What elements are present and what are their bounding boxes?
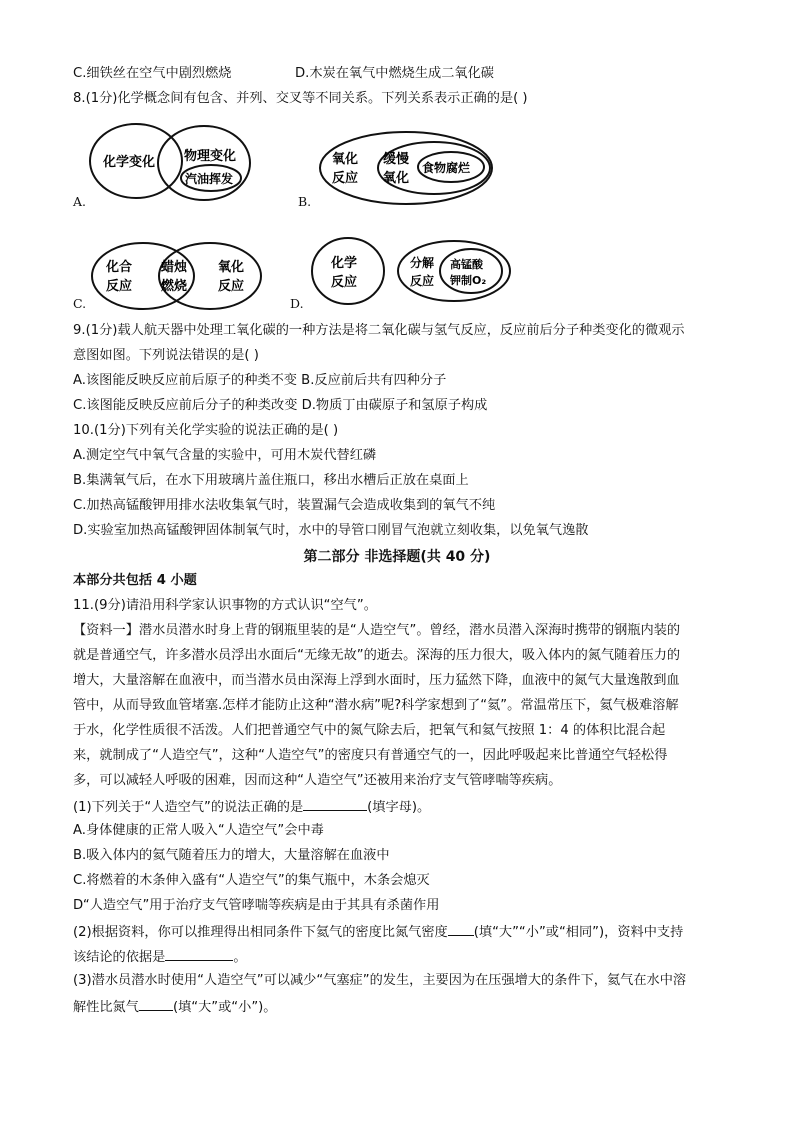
q11-sub2-line1 xyxy=(73,921,683,943)
q11-para-line-3: 增大，大量溶解在血液中，而当潜水员由深海上浮到水面时，压力猛然下降，血液中的氮气大量逸散到血 xyxy=(73,673,680,688)
q11-sub3-line1: (3)潜水员潜水时使用“人造空气”可以减少“气塞症”的发生，主要因为在压强增大的条件下，氦气在水中溶 xyxy=(73,973,687,988)
q8-option-c-label: C. xyxy=(73,296,87,311)
q11-stem: 11.(9分)请沿用科学家认识事物的方式认识“空气”。 xyxy=(73,598,377,613)
b-inner-text: 食物腐烂 xyxy=(422,161,471,175)
c-left-text-2: 反应 xyxy=(106,279,133,294)
q11-sub2-line2-post: 。 xyxy=(233,950,247,965)
q11-sub3-line2-post: (填“大”或“小”)。 xyxy=(172,1000,277,1015)
q11-para-line-7: 多，可以减轻人呼吸的困难，因而这种“人造空气”还被用来治疗支气管哮喘等疾病。 xyxy=(73,773,562,788)
q11-sub1-option-d: D“人造空气”用于治疗支气管哮喘等疾病是由于其具有杀菌作用 xyxy=(73,898,440,913)
q10-option-b: B.集满氧气后，在水下用玻璃片盖住瓶口，移出水槽后正放在桌面上 xyxy=(73,473,469,488)
c-center-text-2: 燃烧 xyxy=(161,279,188,294)
venn-diagram-d xyxy=(306,233,516,315)
d-mid-text-2: 反应 xyxy=(410,274,435,288)
q11-para-line-1: 【资料一】潜水员潜水时身上背的钢瓶里装的是“人造空气”。曾经，潜水员潜入深海时携带的钢瓶内装的 xyxy=(73,623,681,638)
d-left-text-1: 化学 xyxy=(331,256,358,271)
q8-option-d-diagram xyxy=(306,233,516,319)
q11-sub1-stem-post: (填字母)。 xyxy=(367,800,431,815)
q8-option-c-diagram xyxy=(88,238,266,318)
q11-sub3-line2 xyxy=(73,996,277,1018)
q10-option-c: C.加热高锰酸钾用排水法收集氧气时，装置漏气会造成收集到的氧气不纯 xyxy=(73,498,496,513)
d-inner-text-2: 钾制O₂ xyxy=(450,274,487,287)
d-mid-text-1: 分解 xyxy=(410,256,435,270)
q11-sub3-answer-blank[interactable] xyxy=(139,996,173,1011)
q11-sub1-stem xyxy=(73,796,430,818)
q11-sub3-line2-pre: 解性比氮气 xyxy=(73,1000,139,1015)
q11-para-line-2: 就是普通空气，许多潜水员浮出水面后“无缘无故”的逝去。深海的压力很大，吸入体内的氮气随着压力的 xyxy=(73,648,681,663)
q11-para-line-6: 来，就制成了“人造空气”，这种“人造空气”的密度只有普通空气的一，因此呼吸起来比普通空气轻松得 xyxy=(73,748,668,763)
q8-option-a-label: A. xyxy=(73,194,87,209)
q11-sub1-option-a: A.身体健康的正常人吸入“人造空气”会中毒 xyxy=(73,823,324,838)
q8-option-b-label: B. xyxy=(298,194,312,209)
q7-option-d: D.木炭在氧气中燃烧生成二氧化碳 xyxy=(295,66,494,81)
c-left-text-1: 化合 xyxy=(106,260,133,275)
b-mid-text-1: 缓慢 xyxy=(383,152,410,167)
q8-option-a-diagram xyxy=(86,118,256,212)
q11-sub1-stem-pre: (1)下列关于“人造空气”的说法正确的是 xyxy=(73,800,304,815)
q11-sub2-line1-pre: (2)根据资料，你可以推理得出相同条件下氦气的密度比氮气密度 xyxy=(73,925,448,940)
q11-sub1-option-c: C.将燃着的木条伸入盛有“人造空气”的集气瓶中，木条会熄灭 xyxy=(73,873,430,888)
q9-options-ab: A.该图能反映反应前后原子的种类不变 B.反应前后共有四种分子 xyxy=(73,373,447,388)
b-outer-text-1: 氧化 xyxy=(332,152,359,167)
q7-options-cd xyxy=(73,64,494,84)
q7-option-c: C.细铁丝在空气中剧烈燃烧 xyxy=(73,66,232,81)
q11-sub2-line1-post: (填“大”“小”或“相同”)，资料中支持 xyxy=(473,925,684,940)
q11-sub1-answer-blank[interactable] xyxy=(303,796,367,811)
q11-sub2-answer-blank-1[interactable] xyxy=(448,921,474,936)
b-outer-text-2: 反应 xyxy=(332,171,359,186)
part2-heading: 第二部分 非选择题(共 40 分) xyxy=(303,549,491,565)
q9-options-cd: C.该图能反映反应前后分子的种类改变 D.物质丁由碳原子和氢原子构成 xyxy=(73,398,488,413)
q11-sub2-line2-pre: 该结论的依据是 xyxy=(73,950,166,965)
q10-option-a: A.测定空气中氧气含量的实验中，可用木炭代替红磷 xyxy=(73,448,377,463)
q11-sub2-line2 xyxy=(73,946,247,968)
q8-option-d-label: D. xyxy=(290,296,304,311)
c-center-text-1: 蜡烛 xyxy=(161,260,188,275)
q9-stem-line2: 意图如图。下列说法错误的是( ) xyxy=(73,348,259,363)
venn-diagram-a xyxy=(86,118,256,208)
a-left-text: 化学变化 xyxy=(103,155,156,170)
c-right-text-1: 氧化 xyxy=(218,260,245,275)
q11-para-line-4: 管中，从而导致血管堵塞.怎样才能防止这种“潜水病”呢?科学家想到了“氦”。常温常压下，氦气极难溶解 xyxy=(73,698,679,713)
d-inner-text-1: 高锰酸 xyxy=(450,258,483,271)
a-right-text: 物理变化 xyxy=(184,149,237,164)
venn-diagram-c xyxy=(88,238,266,314)
d-left-text-2: 反应 xyxy=(331,275,358,290)
b-mid-text-2: 氧化 xyxy=(383,171,410,186)
q10-option-d: D.实验室加热高锰酸钾固体制氧气时，水中的导管口刚冒气泡就立刻收集，以免氧气逸散 xyxy=(73,523,589,538)
a-inner-text: 汽油挥发 xyxy=(185,172,234,186)
q11-sub1-option-b: B.吸入体内的氦气随着压力的增大，大量溶解在血液中 xyxy=(73,848,390,863)
q11-sub2-answer-blank-2[interactable] xyxy=(165,946,233,961)
q8-stem: 8.(1分)化学概念间有包含、并列、交叉等不同关系。下列关系表示正确的是( ) xyxy=(73,91,528,106)
q9-stem-line1: 9.(1分)载人航天器中处理工氧化碳的一种方法是将二氧化碳与氢气反应，反应前后分子种类变化的微观示 xyxy=(73,323,685,338)
q11-para-line-5: 于水，化学性质很不活泼。人们把普通空气中的氮气除去后，把氧气和氦气按照 1：4 的体积比混合起 xyxy=(73,723,666,738)
c-right-text-2: 反应 xyxy=(218,279,245,294)
q10-stem: 10.(1分)下列有关化学实验的说法正确的是( ) xyxy=(73,423,339,438)
venn-diagram-b xyxy=(316,128,496,208)
part2-subheading: 本部分共包括 4 小题 xyxy=(73,573,197,588)
q8-option-b-diagram xyxy=(316,128,496,212)
